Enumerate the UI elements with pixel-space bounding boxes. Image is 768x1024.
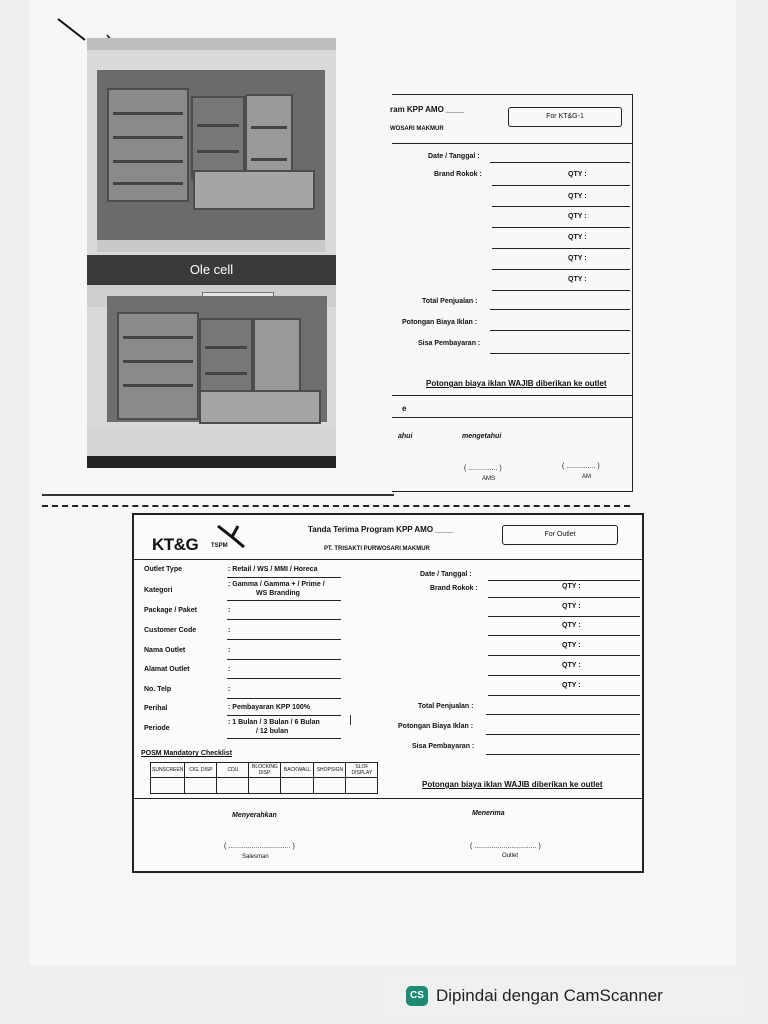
total-label: Total Penjualan : (418, 703, 474, 710)
posm-check-cell[interactable] (314, 778, 346, 794)
qty-4: QTY : (562, 642, 581, 649)
top-form-partial (392, 94, 633, 492)
posm-col-backwall: BACKWALL (281, 763, 314, 778)
top-qty-3: QTY : (568, 213, 587, 220)
menerima-label: Menerima (472, 810, 505, 817)
top-sign-ams-blank: ( ............... ) (464, 465, 502, 472)
top-partial-e: e (402, 404, 407, 413)
camscanner-logo-icon: CS (406, 986, 428, 1006)
store-photo (87, 38, 336, 468)
salesman-sign-blank: ( ................................ ) (224, 843, 295, 850)
qty-2: QTY : (562, 603, 581, 610)
posm-title: POSM Mandatory Checklist (141, 750, 233, 757)
posm-col-shopsign: SHOPSIGN (314, 763, 346, 778)
top-mengetahui: mengetahui (462, 433, 502, 440)
posm-col-cdu: CDU (217, 763, 249, 778)
menyerahkan-label: Menyerahkan (232, 812, 277, 819)
posm-check-cell[interactable] (281, 778, 314, 794)
qty-6: QTY : (562, 682, 581, 689)
top-date-label: Date / Tanggal : (428, 153, 480, 160)
top-qty-1: QTY : (568, 171, 587, 178)
receipt-form-outlet: KT&G TSPM Tanda Terima Program KPP AMO ____ PT. TRISAKTI PURWOSARI MAKMUR For Outlet Outlet Type : Retail / WS / MMI / Horeca Kategori : Gamma / Gamma + / Prime / WS Branding Package / Paket : Customer Code : Nama Outlet : Alamat Outlet : No. Telp : Perihal : Pembayaran KPP 100% Periode : 1 Bulan / 3 Bulan / 6 Bulan / 12 bulan Date / Tanggal : Brand Rokok : QTY : QTY : QTY : QTY : QTY : QTY : Total Penjualan : Potongan Biaya Iklan : Sisa Pembayaran : POSM Mandatory Checklist SUNSCREEN CIG. DISP CDU BLOCKING DISP. BACKWALL SHOPSIGN SLOF DISPLAY Potongan biaya iklan WAJIB diberikan ke outlet Menyerahkan Menerima ( ................................ ) Salesman ( ................................ ) Outlet (132, 513, 644, 873)
posm-check-cell[interactable] (217, 778, 249, 794)
brand-label: Brand Rokok : (430, 585, 478, 592)
posm-col-sunscreen: SUNSCREEN (151, 763, 185, 778)
top-total-label: Total Penjualan : (422, 298, 478, 305)
top-form-badge: For KT&G-1 (508, 107, 622, 127)
date-label: Date / Tanggal : (420, 571, 472, 578)
top-form-company: WOSARI MAKMUR (390, 126, 444, 132)
camscanner-watermark (386, 977, 744, 1015)
top-sign-am-blank: ( ............... ) (562, 463, 600, 470)
qty-3: QTY : (562, 622, 581, 629)
cut-line (42, 505, 630, 507)
form-badge: For Outlet (502, 525, 618, 545)
sisa-label: Sisa Pembayaran : (412, 743, 475, 750)
posm-col-blocking-disp: BLOCKING DISP. (249, 763, 281, 778)
photo-page-edge (42, 494, 394, 496)
top-qty-4: QTY : (568, 234, 587, 241)
tspm-label: TSPM (211, 543, 228, 549)
photo-caption: Ole cell (87, 255, 336, 285)
posm-col-slof-display: SLOF DISPLAY (346, 763, 378, 778)
posm-check-cell[interactable] (185, 778, 217, 794)
outlet-sign-blank: ( ................................ ) (470, 843, 541, 850)
posm-checklist (150, 762, 378, 794)
posm-check-cell[interactable] (151, 778, 185, 794)
top-potongan-label: Potongan Biaya Iklan : (402, 319, 478, 326)
salesman-label: Salesman (242, 854, 269, 860)
qty-1: QTY : (562, 583, 581, 590)
top-sign-am: AM (582, 474, 591, 480)
outlet-label: Outlet (502, 853, 519, 859)
posm-check-cell[interactable] (346, 778, 378, 794)
form-title: Tanda Terima Program KPP AMO ____ (308, 525, 454, 534)
potongan-label: Potongan Biaya Iklan : (398, 723, 474, 730)
qty-5: QTY : (562, 662, 581, 669)
top-qty-5: QTY : (568, 255, 587, 262)
posm-check-cell[interactable] (249, 778, 281, 794)
top-qty-6: QTY : (568, 276, 587, 283)
posm-col-cig-disp: CIG. DISP (185, 763, 217, 778)
top-partial-ahui: ahui (398, 433, 413, 440)
top-brand-label: Brand Rokok : (434, 171, 482, 178)
top-sisa-label: Sisa Pembayaran : (418, 340, 481, 347)
top-form-title: ram KPP AMO ____ (390, 105, 464, 114)
top-qty-2: QTY : (568, 193, 587, 200)
camscanner-text: Dipindai dengan CamScanner (436, 986, 663, 1005)
notice: Potongan biaya iklan WAJIB diberikan ke outlet (422, 780, 603, 789)
top-sign-ams: AMS (482, 476, 496, 482)
top-notice: Potongan biaya iklan WAJIB diberikan ke outlet (426, 379, 607, 388)
kt-g-logo: KT&G (152, 535, 199, 554)
form-company: PT. TRISAKTI PURWOSARI MAKMUR (324, 546, 430, 552)
